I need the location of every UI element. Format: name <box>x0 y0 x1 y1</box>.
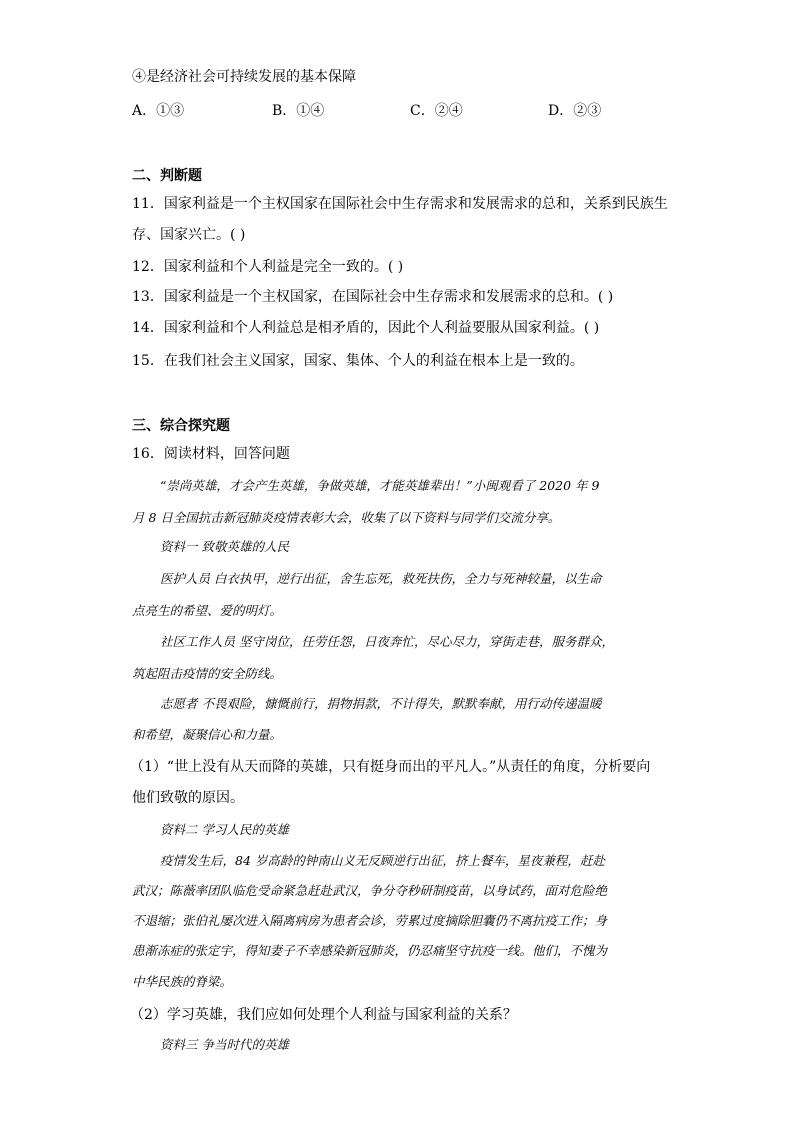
q10-option-d: D．②③ <box>548 103 602 119</box>
q15: 15．在我们社会主义国家，国家、集体、个人的利益在根本上是一致的。 <box>132 353 584 369</box>
intro-line1: “崇尚英雄，才会产生英雄，争做英雄，才能英雄辈出！”小闽观看了 2020 年 9 <box>160 478 600 493</box>
m2-line1: 疫情发生后，84 岁高龄的钟南山义无反顾逆行出征，挤上餐车，星夜兼程，赶赴 <box>160 853 605 868</box>
q10-item4: ④是经济社会可持续发展的基本保障 <box>132 69 356 85</box>
material2-title: 资料二 学习人民的英雄 <box>160 822 289 837</box>
material3-title: 资料三 争当时代的英雄 <box>160 1037 289 1052</box>
m1-p1-line1: 医护人员 白衣执甲，逆行出征，舍生忘死，救死扶伤，全力与死神较量，以生命 <box>160 571 602 586</box>
q11-line1: 11．国家利益是一个主权国家在国际社会中生存需求和发展需求的总和，关系到民族生 <box>132 196 668 212</box>
q10-option-a: A．①③ <box>132 103 185 119</box>
m1-p2-line2: 筑起阻击疫情的安全防线。 <box>132 666 283 681</box>
q10-option-c: C．②④ <box>410 103 463 119</box>
q14: 14．国家利益和个人利益总是相矛盾的，因此个人利益要服从国家利益。( ) <box>132 320 600 336</box>
m2-line4: 患渐冻症的张定宇，得知妻子不幸感染新冠肺炎，仍忍痛坚守抗疫一线。他们，不愧为 <box>132 943 608 958</box>
m2-line5: 中华民族的脊梁。 <box>132 974 233 989</box>
q10-option-b: B．①④ <box>272 103 325 119</box>
section2-heading: 二、判断题 <box>132 168 202 184</box>
m1-p1-line2: 点亮生的希望、爱的明灯。 <box>132 603 283 618</box>
q13: 13．国家利益是一个主权国家，在国际社会中生存需求和发展需求的总和。( ) <box>132 289 614 305</box>
subquestion-1-line2: 他们致敬的原因。 <box>132 790 244 806</box>
section3-heading: 三、综合探究题 <box>132 418 230 434</box>
m1-p3-line1: 志愿者 不畏艰险，慷慨前行，捐物捐款，不计得失，默默奉献，用行动传递温暖 <box>160 696 602 711</box>
material1-title: 资料一 致敬英雄的人民 <box>160 539 289 554</box>
m1-p3-line2: 和希望，凝聚信心和力量。 <box>132 727 283 742</box>
q16-stem: 16．阅读材料，回答问题 <box>132 446 290 462</box>
m2-line2: 武汉；陈薇率团队临危受命紧急赶赴武汉，争分夺秒研制疫苗，以身试药，面对危险绝 <box>132 883 608 898</box>
m1-p2-line1: 社区工作人员 坚守岗位，任劳任怨，日夜奔忙，尽心尽力，穿街走巷，服务群众， <box>160 634 614 649</box>
q12: 12．国家利益和个人利益是完全一致的。( ) <box>132 259 404 275</box>
q11-line2: 存、国家兴亡。( ) <box>132 227 246 243</box>
subquestion-1-line1: （1）“世上没有从天而降的英雄，只有挺身而出的平凡人。”从责任的角度，分析要向 <box>130 759 651 775</box>
m2-line3: 不退缩；张伯礼屡次进入隔离病房为患者会诊，劳累过度摘除胆囊仍不离抗疫工作；身 <box>132 913 608 928</box>
intro-line2: 月 8 日全国抗击新冠肺炎疫情表彰大会，收集了以下资料与同学们交流分享。 <box>132 510 561 525</box>
subquestion-2: （2）学习英雄，我们应如何处理个人利益与国家利益的关系？ <box>130 1007 517 1023</box>
